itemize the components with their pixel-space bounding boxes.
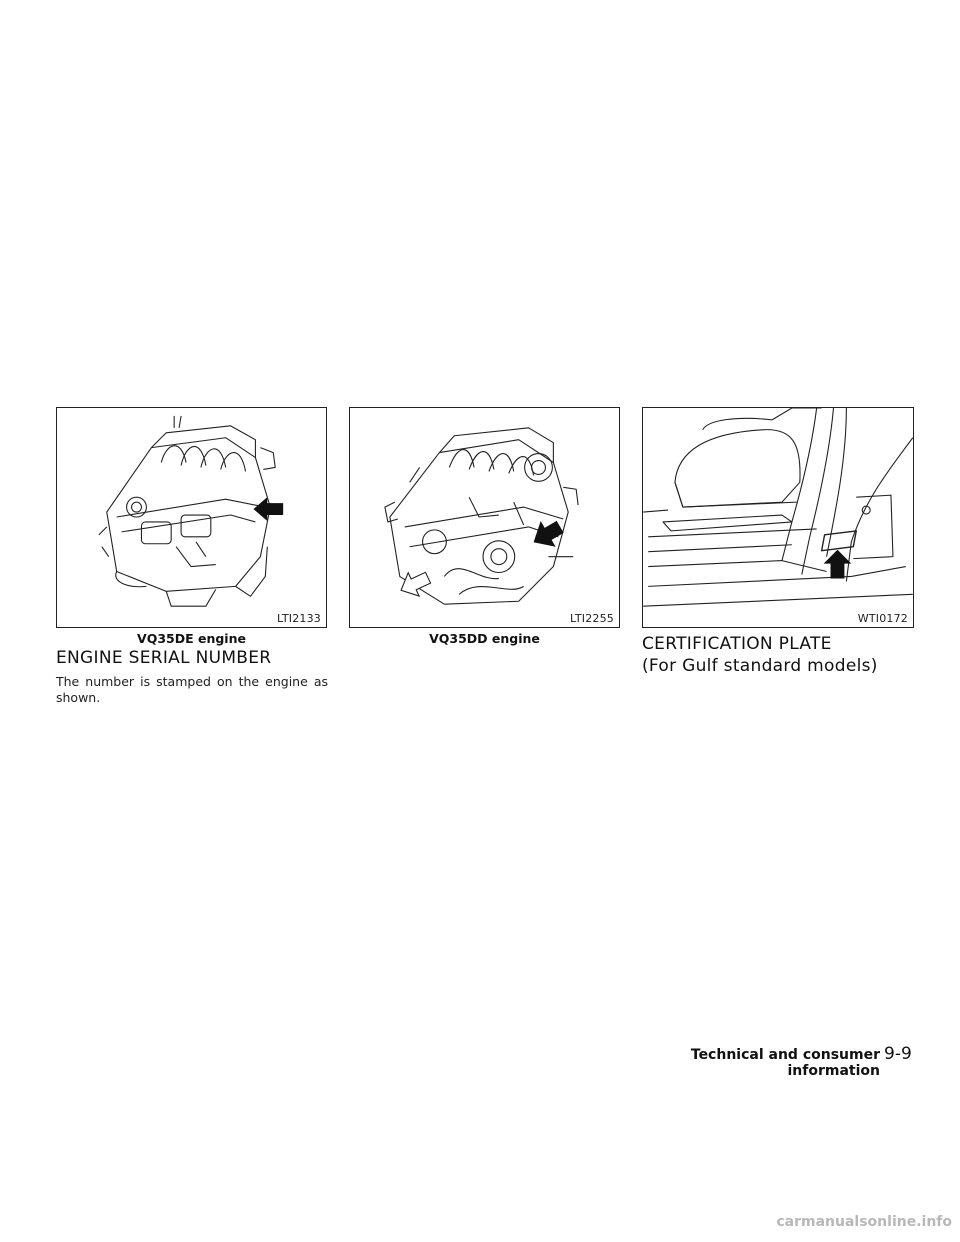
outline-arrow-icon <box>396 566 434 602</box>
figure-vq35de-engine <box>56 407 327 628</box>
engine-serial-number-body: The number is stamped on the engine as shown. <box>56 674 328 705</box>
figure-caption: VQ35DE engine <box>137 631 246 646</box>
page-number: 9-9 <box>884 1044 912 1064</box>
figure-vq35dd-engine <box>349 407 620 628</box>
certification-plate-subheading: (For Gulf standard models) <box>642 656 878 676</box>
vq35de-engine-illustration <box>57 408 326 627</box>
figure-code: WTI0172 <box>857 612 908 625</box>
engine-serial-number-heading: ENGINE SERIAL NUMBER <box>56 648 272 668</box>
figure-certification-plate <box>642 407 914 628</box>
figure-caption: VQ35DD engine <box>429 631 540 646</box>
vq35dd-engine-illustration <box>350 408 619 627</box>
certification-plate-heading: CERTIFICATION PLATE <box>642 634 832 654</box>
watermark: carmanualsonline.info <box>776 1214 952 1230</box>
figure-code: LTI2255 <box>570 612 614 625</box>
footer-section-title: Technical and consumer information <box>690 1047 880 1079</box>
arrow-icon <box>526 514 567 555</box>
figure-code: LTI2133 <box>277 612 321 625</box>
door-sill-illustration <box>643 408 913 627</box>
